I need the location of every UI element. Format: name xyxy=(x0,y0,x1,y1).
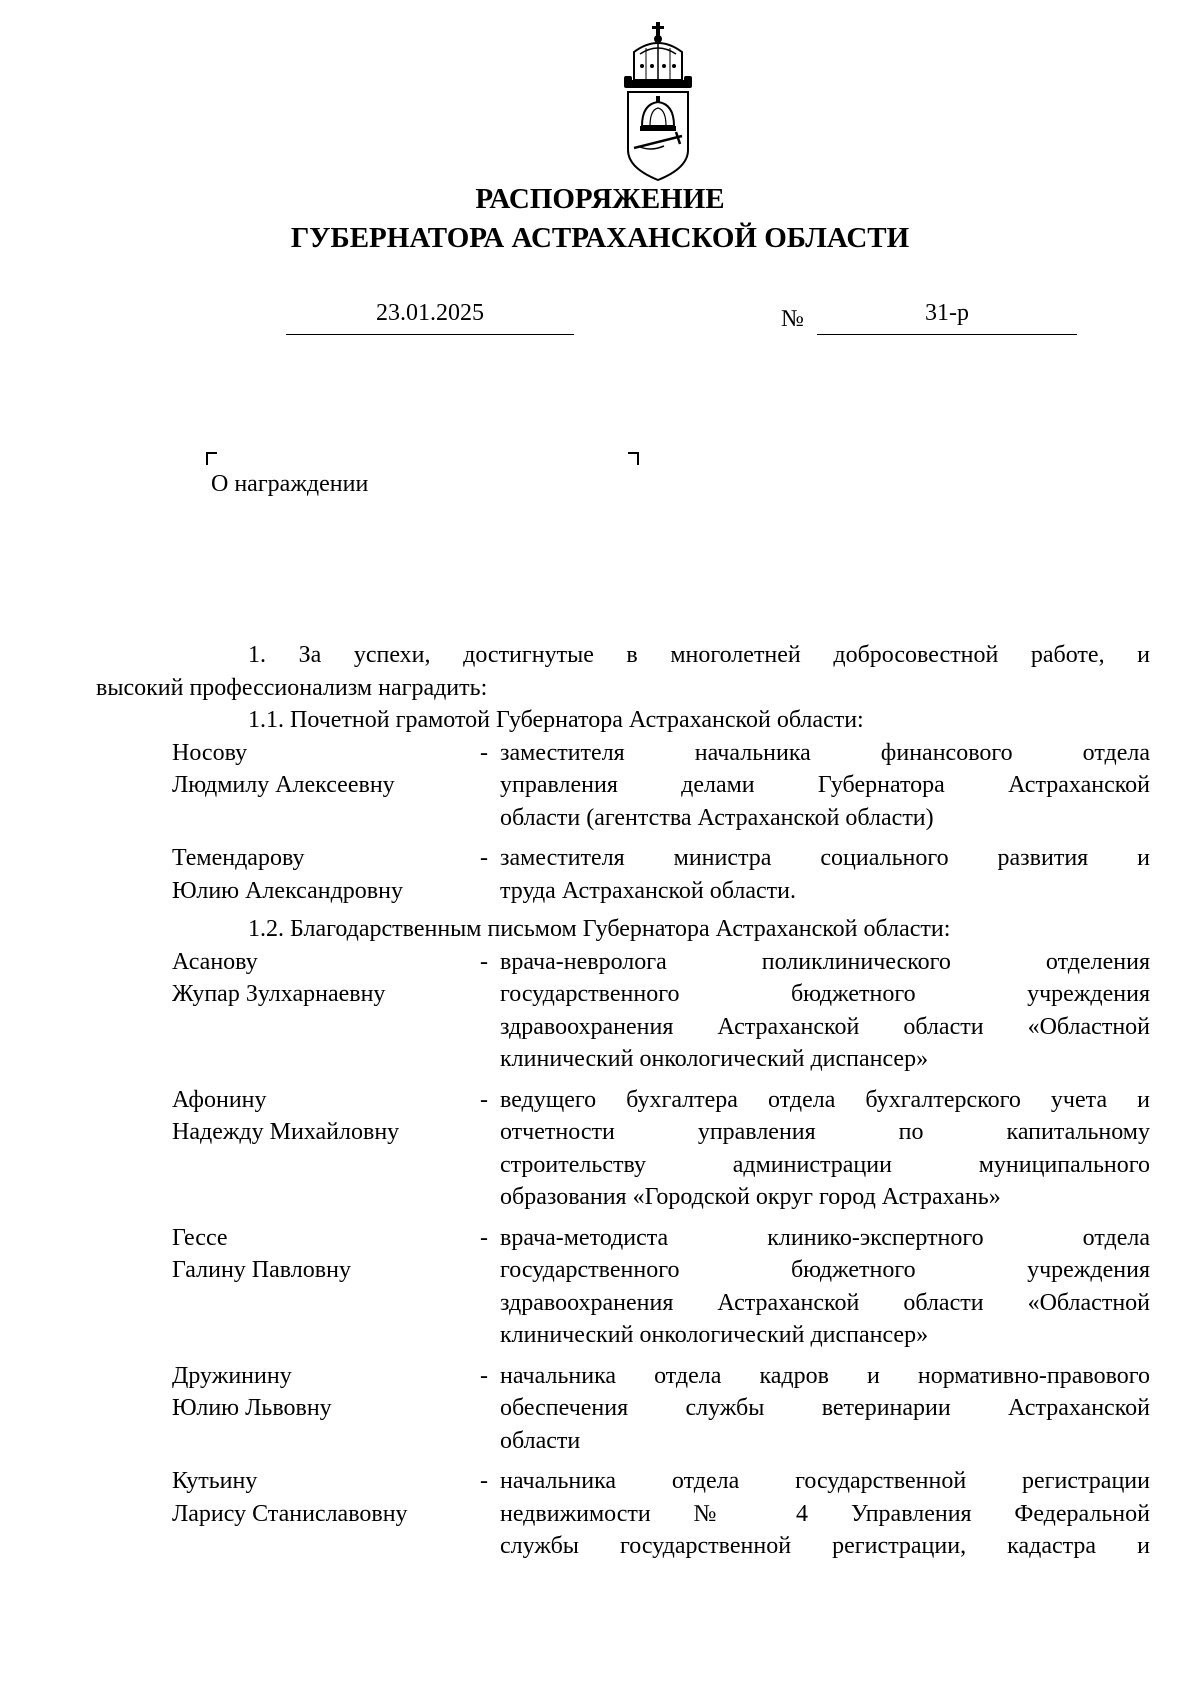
awardee-row xyxy=(172,1222,1150,1352)
awardee-name xyxy=(172,1360,480,1458)
awardee-surname: Дружинину xyxy=(172,1362,292,1389)
awardee-position xyxy=(500,842,1150,907)
document-date: 23.01.2025 xyxy=(376,300,484,326)
position-line: труда Астраханской области. xyxy=(500,877,796,904)
position-line: строительству администрации муниципального xyxy=(500,1151,1150,1178)
awardee-row xyxy=(172,842,1150,907)
position-line: государственного бюджетного учреждения xyxy=(500,981,1150,1007)
position-line: обеспечения службы ветеринарии Астраханской xyxy=(500,1395,1150,1421)
position-line: врача-невролога поликлинического отделения xyxy=(500,948,1150,975)
awardee-position xyxy=(500,1465,1150,1563)
awardee-name xyxy=(172,842,480,907)
document-issuer: ГУБЕРНАТОРА АСТРАХАНСКОЙ ОБЛАСТИ xyxy=(290,222,910,254)
awardee-surname: Кутьину xyxy=(172,1468,258,1494)
position-line: области (агентства Астраханской области) xyxy=(500,804,934,831)
position-line: образования «Городской округ город Астрахань» xyxy=(500,1184,1001,1210)
section-1-list xyxy=(172,737,1150,908)
awardee-dash: - xyxy=(480,1086,488,1113)
position-line: начальника отдела кадров и нормативно-правового xyxy=(500,1362,1150,1389)
document-body xyxy=(96,639,1150,1563)
position-line: управления делами Губернатора Астраханской xyxy=(500,772,1150,798)
awardee-position xyxy=(500,1222,1150,1352)
awardee-name xyxy=(172,1465,480,1563)
position-line: заместителя министра социального развития и xyxy=(500,845,1150,871)
awardee-surname: Носову xyxy=(172,739,248,766)
position-line: врача-методиста клинико-экспертного отдела xyxy=(500,1224,1150,1251)
awardee-row xyxy=(172,946,1150,1076)
position-line: отчетности управления по капитальному xyxy=(500,1119,1150,1145)
intro-line: высокий профессионализм наградить: xyxy=(96,674,488,701)
position-line: заместителя начальника финансового отдела xyxy=(500,739,1150,766)
awardee-surname: Темендарову xyxy=(172,845,305,871)
document-subject: О награждении xyxy=(211,471,369,497)
position-line: здравоохранения Астраханской области «Областной xyxy=(500,1013,1150,1040)
position-line: недвижимости № 4 Управления Федеральной xyxy=(500,1500,1150,1527)
awardee-dash: - xyxy=(480,739,488,766)
section-1-title: 1.1. Почетной грамотой Губернатора Астраханской области: xyxy=(248,707,864,733)
position-line: клинический онкологический диспансер» xyxy=(500,1322,929,1348)
subject-corner-right xyxy=(628,452,639,465)
awardee-surname: Афонину xyxy=(172,1086,267,1113)
intro-paragraph xyxy=(96,639,1150,704)
position-line: государственного бюджетного учреждения xyxy=(500,1257,1150,1283)
intro-line: 1. За успехи, достигнутые в многолетней добросовестной работе, и xyxy=(248,642,1150,668)
awardee-given-name: Галину Павловну xyxy=(172,1257,351,1283)
awardee-position xyxy=(500,1084,1150,1214)
position-line: клинический онкологический диспансер» xyxy=(500,1046,929,1072)
awardee-dash: - xyxy=(480,1468,488,1494)
awardee-given-name: Надежду Михайловну xyxy=(172,1119,400,1145)
awardee-surname: Гессе xyxy=(172,1224,228,1251)
awardee-position xyxy=(500,1360,1150,1458)
document-title: РАСПОРЯЖЕНИЕ xyxy=(475,183,725,215)
awardee-given-name: Ларису Станиславовну xyxy=(172,1500,408,1527)
awardee-row xyxy=(172,737,1150,835)
position-line: здравоохранения Астраханской области «Областной xyxy=(500,1289,1150,1316)
awardee-given-name: Людмилу Алексеевну xyxy=(172,772,395,798)
number-underline xyxy=(817,334,1077,335)
date-underline xyxy=(286,334,574,335)
number-sign: № xyxy=(781,306,804,332)
awardee-dash: - xyxy=(480,1224,488,1251)
coat-of-arms-icon xyxy=(620,22,696,182)
position-line: области xyxy=(500,1427,581,1454)
awardee-name xyxy=(172,737,480,835)
position-line: ведущего бухгалтера отдела бухгалтерского учета и xyxy=(500,1086,1150,1113)
awardee-position xyxy=(500,737,1150,835)
position-line: службы государственной регистрации, кадастра и xyxy=(500,1533,1150,1559)
awardee-name xyxy=(172,1222,480,1352)
awardee-position xyxy=(500,946,1150,1076)
awardee-row xyxy=(172,1465,1150,1563)
awardee-surname: Асанову xyxy=(172,948,258,975)
awardee-row xyxy=(172,1360,1150,1458)
document-number: 31-р xyxy=(925,300,969,326)
awardee-name xyxy=(172,1084,480,1214)
awardee-dash: - xyxy=(480,845,488,871)
position-line: начальника отдела государственной регистрации xyxy=(500,1468,1150,1494)
awardee-given-name: Юлию Львовну xyxy=(172,1395,332,1421)
section-2-title: 1.2. Благодарственным письмом Губернатора Астраханской области: xyxy=(248,916,951,942)
section-2-list xyxy=(172,946,1150,1563)
awardee-dash: - xyxy=(480,948,488,975)
awardee-name xyxy=(172,946,480,1076)
awardee-dash: - xyxy=(480,1362,488,1389)
awardee-given-name: Юлию Александровну xyxy=(172,877,403,904)
awardee-given-name: Жупар Зулхарнаевну xyxy=(172,981,386,1007)
awardee-row xyxy=(172,1084,1150,1214)
subject-corner-left xyxy=(206,452,217,465)
